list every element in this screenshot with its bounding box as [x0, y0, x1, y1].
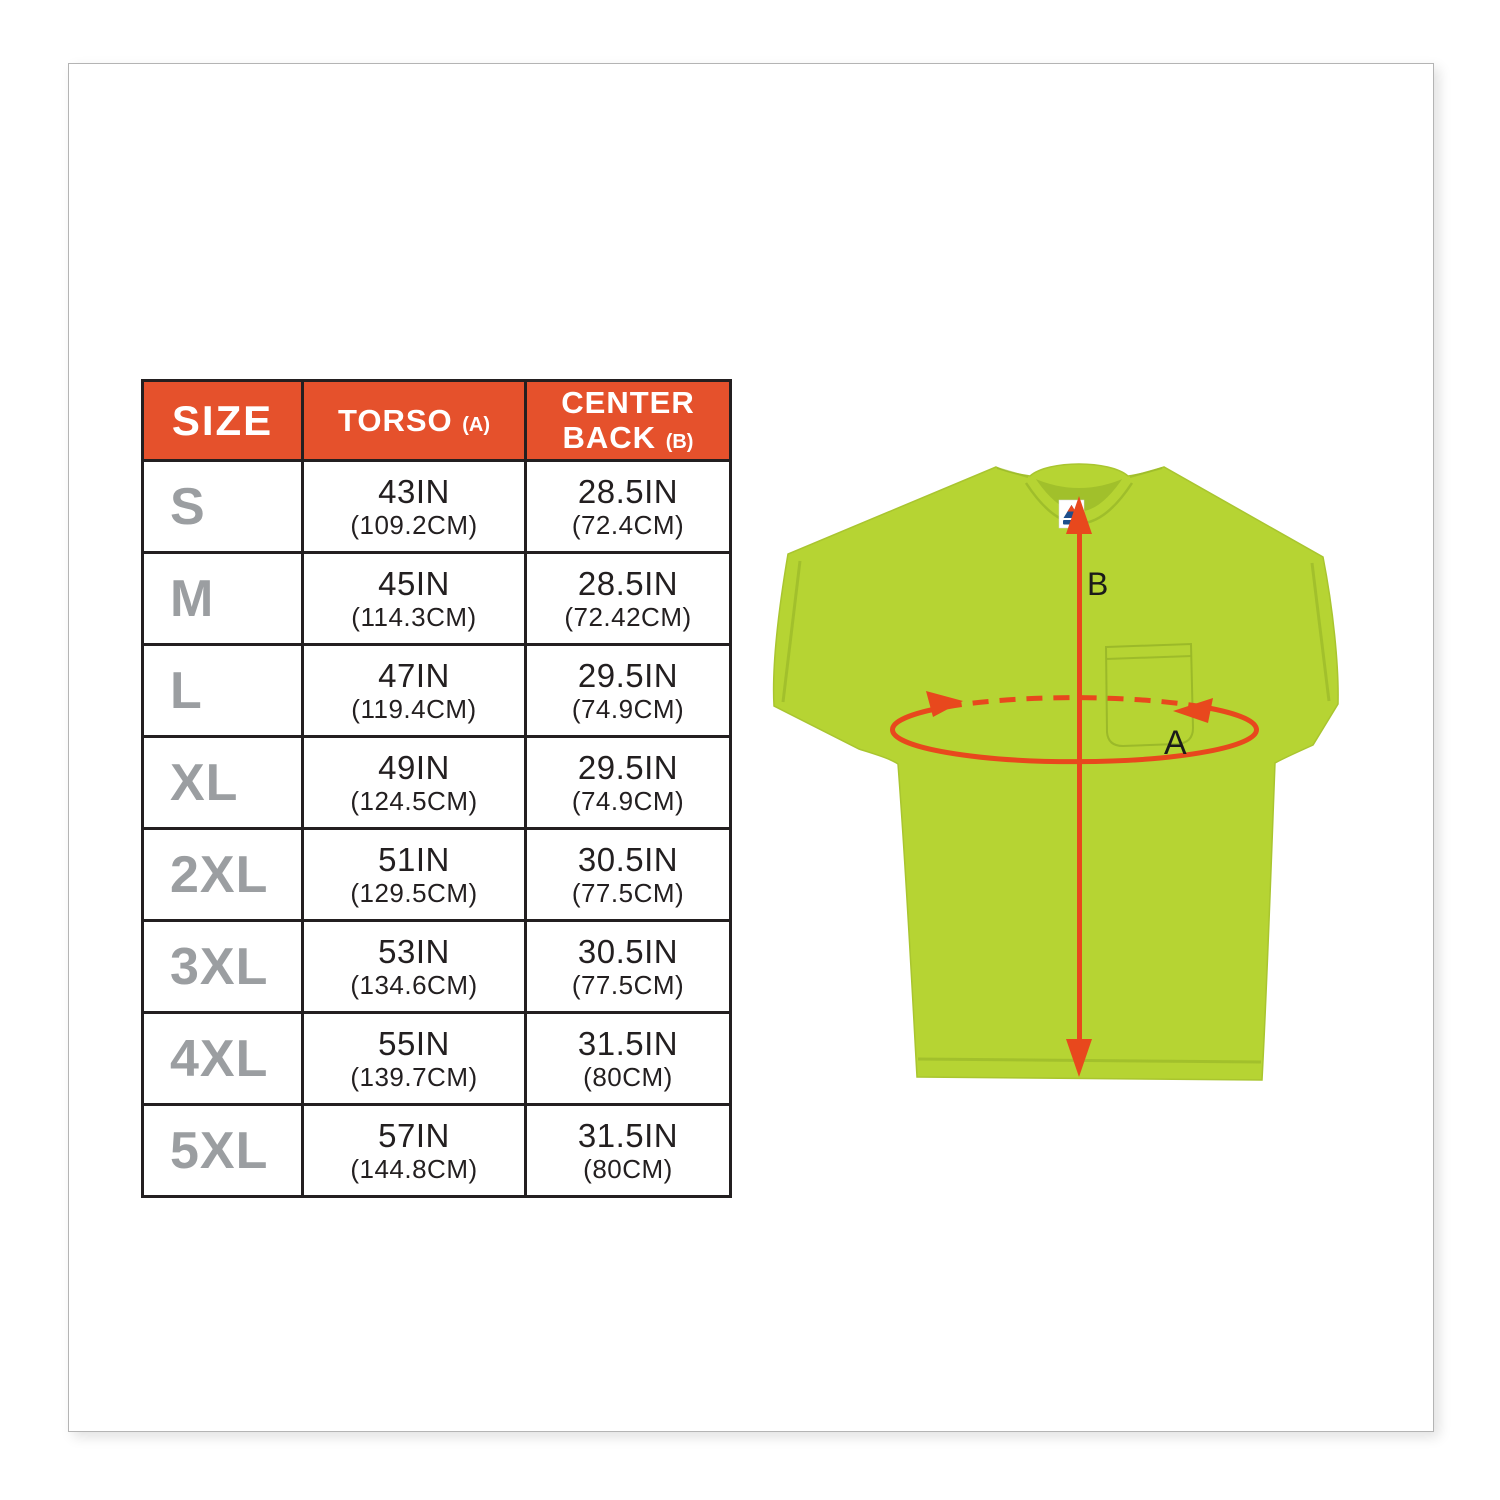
table-row [143, 461, 731, 553]
shirt-measurement-diagram [741, 431, 1441, 1131]
center-back-centimeters: (72.42CM) [564, 601, 692, 632]
size-label: S [143, 461, 303, 553]
size-label: 5XL [143, 1105, 303, 1197]
torso-centimeters: (109.2CM) [350, 509, 478, 540]
torso-inches: 51IN [378, 840, 450, 878]
torso-measurement-cell [303, 829, 526, 921]
torso-measurement-cell [303, 921, 526, 1013]
center-back-measurement-cell [526, 1105, 731, 1197]
center-back-inches: 28.5IN [577, 564, 679, 602]
torso-measurement-cell [303, 553, 526, 645]
torso-inches: 55IN [378, 1024, 450, 1062]
table-row [143, 1105, 731, 1197]
table-row [143, 645, 731, 737]
table-row [143, 1013, 731, 1105]
table-row [143, 737, 731, 829]
size-label: M [143, 553, 303, 645]
torso-inches: 43IN [378, 472, 450, 510]
torso-measurement-cell [303, 645, 526, 737]
center-back-inches: 31.5IN [577, 1024, 679, 1062]
center-back-measurement-cell [526, 921, 731, 1013]
torso-inches: 45IN [378, 564, 450, 602]
center-back-measurement-cell [526, 737, 731, 829]
table-row [143, 921, 731, 1013]
center-back-inches: 29.5IN [577, 656, 679, 694]
column-header-size [143, 381, 303, 461]
tshirt-graphic [774, 464, 1338, 1080]
center-back-inches: 30.5IN [577, 932, 679, 970]
torso-centimeters: (129.5CM) [350, 877, 478, 908]
torso-inches: 57IN [378, 1116, 450, 1154]
header-row [143, 381, 731, 461]
center-back-measurement-cell [526, 461, 731, 553]
torso-inches: 53IN [378, 932, 450, 970]
torso-centimeters: (144.8CM) [350, 1153, 478, 1184]
center-back-centimeters: (80CM) [583, 1153, 673, 1184]
torso-inches: 49IN [378, 748, 450, 786]
torso-measurement-cell [303, 1013, 526, 1105]
size-header-label: SIZE [171, 396, 274, 444]
center-back-centimeters: (74.9CM) [571, 693, 685, 724]
torso-centimeters: (139.7CM) [350, 1061, 478, 1092]
torso-centimeters: (119.4CM) [351, 693, 477, 724]
torso-centimeters: (134.6CM) [350, 969, 478, 1000]
back-header-line2: BACK [562, 419, 657, 455]
torso-centimeters: (114.3CM) [351, 601, 477, 632]
torso-inches: 47IN [378, 656, 450, 694]
torso-measurement-cell [303, 737, 526, 829]
center-back-inches: 30.5IN [577, 840, 679, 878]
center-back-measurement-cell [526, 829, 731, 921]
table-row [143, 553, 731, 645]
center-back-centimeters: (77.5CM) [571, 969, 685, 1000]
center-back-inches: 28.5IN [577, 472, 679, 510]
center-back-centimeters: (77.5CM) [571, 877, 685, 908]
center-back-inches: 31.5IN [577, 1116, 679, 1154]
torso-measurement-cell [303, 1105, 526, 1197]
back-header-line1: CENTER [561, 385, 695, 421]
size-label: 3XL [143, 921, 303, 1013]
torso-arrow-label: A [1164, 724, 1187, 762]
torso-measurement-cell [303, 461, 526, 553]
center-back-measurement-cell [526, 1013, 731, 1105]
torso-header-tag: (A) [462, 413, 491, 436]
center-back-centimeters: (80CM) [583, 1061, 673, 1092]
back-header-tag: (B) [665, 430, 694, 453]
center-back-centimeters: (74.9CM) [571, 785, 685, 816]
center-back-arrow-label: B [1087, 566, 1109, 602]
torso-header-label: TORSO [337, 402, 453, 438]
center-back-measurement-cell [526, 553, 731, 645]
column-header-center-back [526, 381, 731, 461]
column-header-torso [303, 381, 526, 461]
center-back-centimeters: (72.4CM) [571, 509, 685, 540]
size-label: L [143, 645, 303, 737]
torso-centimeters: (124.5CM) [350, 785, 478, 816]
size-label: 2XL [143, 829, 303, 921]
size-label: XL [143, 737, 303, 829]
center-back-measurement-cell [526, 645, 731, 737]
table-row [143, 829, 731, 921]
size-chart-table [141, 379, 732, 1198]
center-back-inches: 29.5IN [577, 748, 679, 786]
size-chart-card [68, 63, 1434, 1432]
size-label: 4XL [143, 1013, 303, 1105]
